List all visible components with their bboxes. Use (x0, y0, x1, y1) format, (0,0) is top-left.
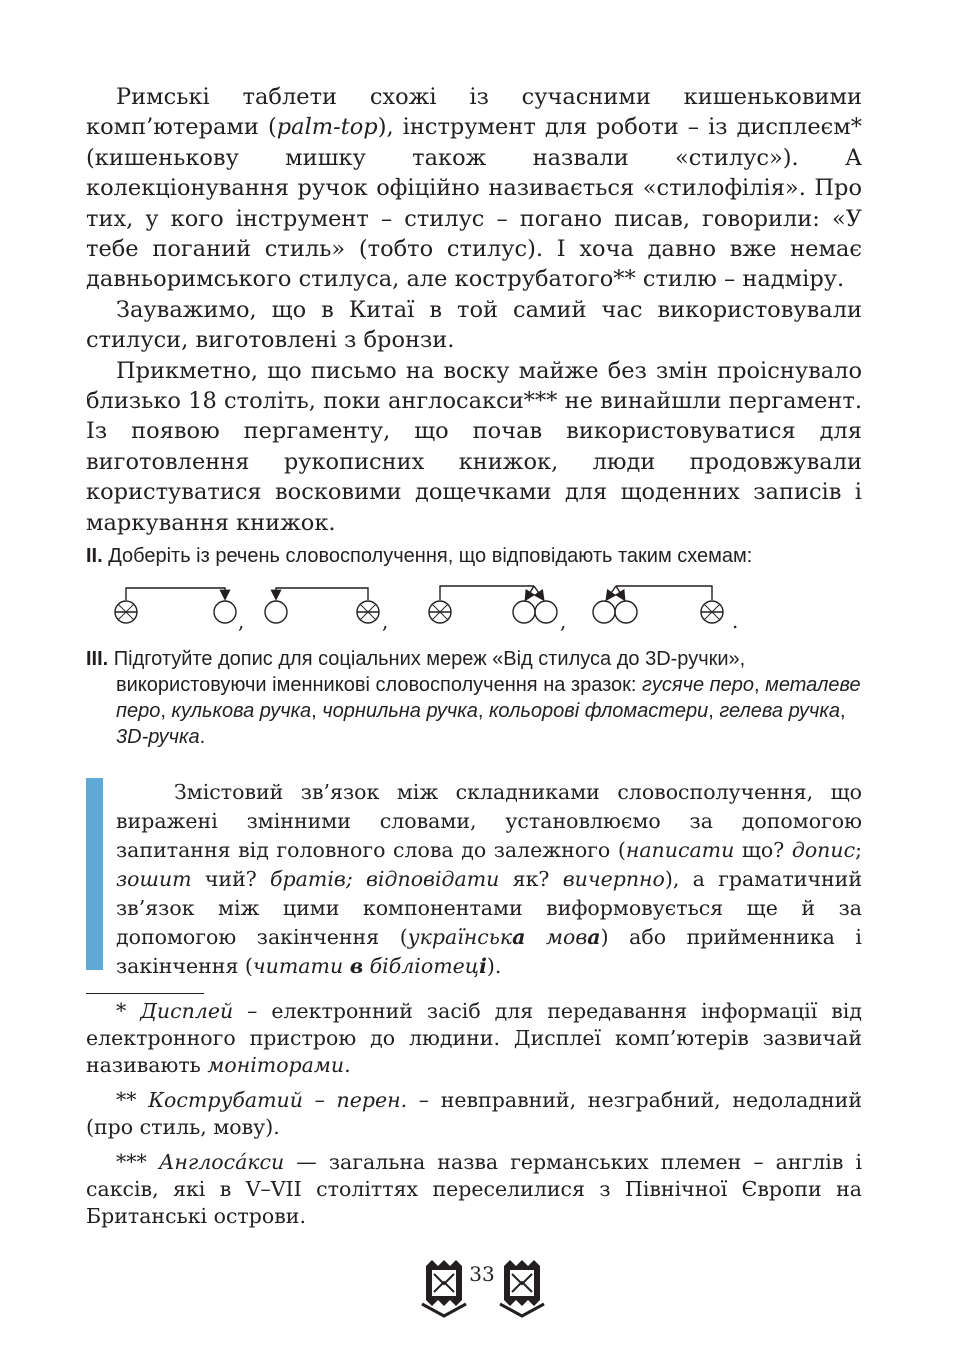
scheme-comma-1: , (238, 609, 245, 633)
ornament-left-icon (422, 1260, 466, 1316)
footnote-3: *** Англоса́кси — загальна назва германських племен – англів і саксів, які в V–VII століттях переселилися з Північної Європи на Британські острови. (86, 1150, 862, 1228)
rule-box (86, 778, 862, 978)
example-phrase: гусяче перо (642, 674, 754, 696)
scheme-period: . (732, 609, 739, 633)
footnote-separator (86, 993, 204, 994)
example-phrase: 3D-ручка (116, 726, 200, 748)
page-number: 33 (469, 1262, 495, 1286)
example-phrase: металеве перо (116, 674, 861, 722)
scheme-1 (115, 588, 236, 623)
ornament-right-icon (500, 1260, 544, 1316)
task-text: Доберіть із речень словосполучення, що відповідають таким схемам: (108, 545, 753, 567)
paragraph-1: Римські таблети схожі із сучасними кишеньковими комп’ютерами (palm-top), інструмент для роботи – із дисплеєм* (кишенькову мишку також назвали «стилус»). А колекціонування ручок офіційно називається «стилофілія». Про тих, у кого інструмент – стилус – погано писав, говорили: «У тебе поганий стиль» (тобто стилус). І хоча давно вже немає давньоримського стилуса, але кострубатого** стилю – надміру. (86, 84, 862, 293)
main-text (86, 82, 862, 538)
example-phrase: гелева ручка (719, 700, 840, 722)
scheme-4 (593, 586, 723, 623)
scheme-comma-3: , (560, 609, 567, 633)
scheme-3 (429, 586, 557, 623)
phrase-schemes (100, 578, 780, 638)
paragraph-3: Прикметно, що письмо на воску майже без змін проіснувало близько 18 століть, поки англосакси*** не винайшли пергамент. Із появою пергаменту, що почав використовуватися для виготовлення рукописних книжок, люди продовжували користуватися восковими дощечками для щоденних записів і маркування книжок. (86, 357, 862, 536)
footnote-1: * Дисплей – електронний засіб для передавання інформації від електронного пристрою до людини. Дисплеї комп’ютерів зазвичай називають моніторами. (86, 999, 862, 1077)
footnotes (86, 998, 862, 1238)
task-3: III. Підготуйте допис для соціальних мереж «Від стилуса до 3D-ручки», використовуючи іменникові словосполучення на зразок: гусяче перо, металеве перо, кулькова ручка, чорнильна ручка, кольорові фломастери, гелева ручка, 3D-ручка. (86, 648, 861, 748)
task-2 (86, 543, 862, 569)
example-phrase: чорнильна ручка (322, 700, 478, 722)
footnote-2: ** Кострубатий – перен. – невправний, незграбний, недоладний (про стиль, мову). (86, 1088, 862, 1139)
palm-top-term: palm-top (276, 114, 378, 141)
task-number: III. (86, 648, 109, 670)
scheme-2 (265, 588, 379, 623)
scheme-comma-2: , (382, 609, 389, 633)
paragraph-2: Зауважимо, що в Китаї в той самий час використовували стилуси, виготовлені з бронзи. (86, 296, 862, 354)
example-phrase: кольорові фломастери (488, 700, 709, 722)
rule-text: Змістовий зв’язок між складниками словосполучення, що виражені змінними словами, установлюємо за допомогою запитання від головного слова до залежного (написати що? допис; зошит чий? братів; відповідати як? вичерпно), а граматичний зв’язок між цими компонентами виформовується ще й за допомогою закінчення (українська мова) або прийменника і закінчення (читати в бібліотеці). (116, 780, 862, 978)
task-text: Підготуйте допис для соціальних мереж «Від стилуса до 3D-ручки», використовуючи іменникові словосполучення на зразок: (113, 648, 746, 696)
example-phrase: кулькова ручка (171, 700, 312, 722)
task-number: II. (86, 545, 103, 567)
